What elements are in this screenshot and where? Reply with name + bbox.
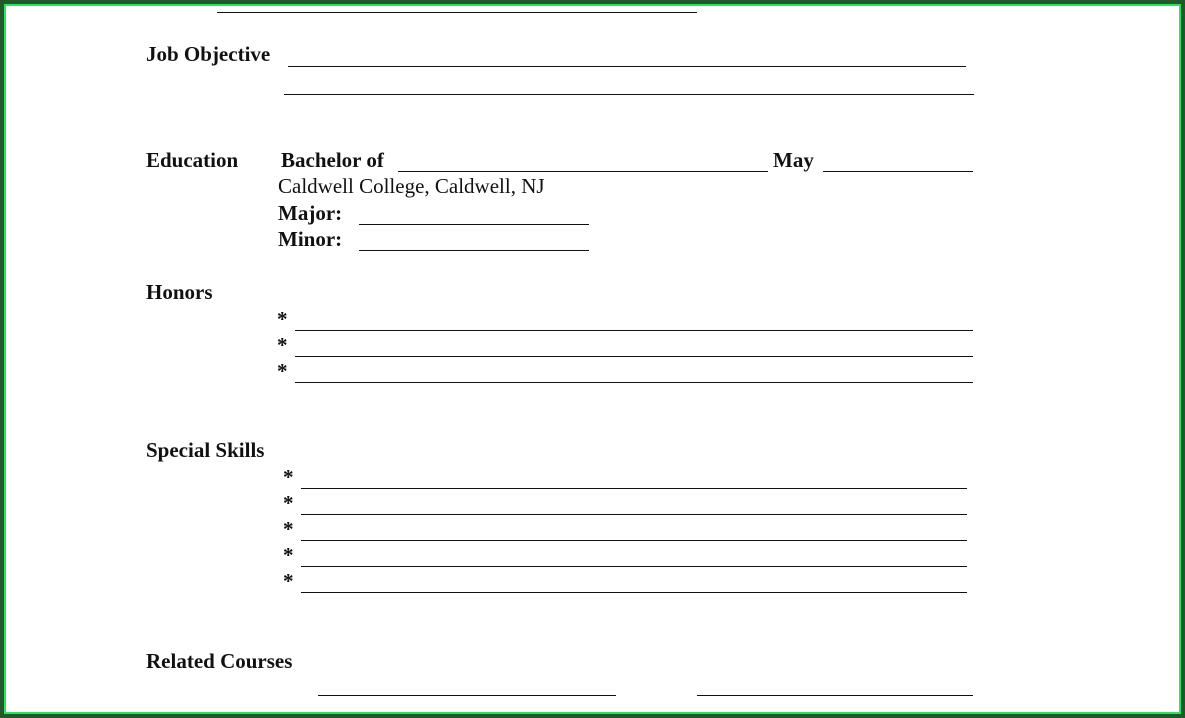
honors-bullet-3: * bbox=[277, 359, 288, 383]
skills-bullet-3: * bbox=[283, 517, 294, 541]
skills-line-2[interactable] bbox=[301, 514, 967, 515]
honors-bullet-1: * bbox=[277, 307, 288, 331]
degree-line[interactable] bbox=[398, 171, 768, 172]
education-heading: Education bbox=[146, 148, 239, 172]
major-line[interactable] bbox=[359, 224, 589, 225]
major-label: Major: bbox=[278, 201, 343, 225]
related-courses-heading: Related Courses bbox=[146, 649, 293, 673]
skills-line-1[interactable] bbox=[301, 488, 967, 489]
special-skills-heading: Special Skills bbox=[146, 438, 265, 462]
job-objective-line-2[interactable] bbox=[284, 94, 974, 95]
job-objective-line-1[interactable] bbox=[288, 66, 966, 67]
skills-bullet-4: * bbox=[283, 543, 294, 567]
honors-line-2[interactable] bbox=[295, 356, 973, 357]
minor-label: Minor: bbox=[278, 227, 343, 251]
date-line[interactable] bbox=[823, 171, 973, 172]
honors-heading: Honors bbox=[146, 280, 213, 304]
skills-line-4[interactable] bbox=[301, 566, 967, 567]
school-name: Caldwell College, Caldwell, NJ bbox=[278, 174, 545, 198]
top-rule bbox=[217, 12, 697, 13]
job-objective-heading: Job Objective bbox=[146, 42, 271, 66]
skills-line-5[interactable] bbox=[301, 592, 967, 593]
honors-bullet-2: * bbox=[277, 333, 288, 357]
degree-label: Bachelor of bbox=[281, 148, 384, 172]
courses-line-left[interactable] bbox=[318, 695, 616, 696]
minor-line[interactable] bbox=[359, 250, 589, 251]
honors-line-3[interactable] bbox=[295, 382, 973, 383]
skills-bullet-1: * bbox=[283, 465, 294, 489]
skills-line-3[interactable] bbox=[301, 540, 967, 541]
courses-line-right[interactable] bbox=[697, 695, 973, 696]
date-label: May bbox=[773, 148, 814, 172]
resume-page bbox=[4, 4, 1181, 714]
skills-bullet-2: * bbox=[283, 491, 294, 515]
honors-line-1[interactable] bbox=[295, 330, 973, 331]
skills-bullet-5: * bbox=[283, 569, 294, 593]
